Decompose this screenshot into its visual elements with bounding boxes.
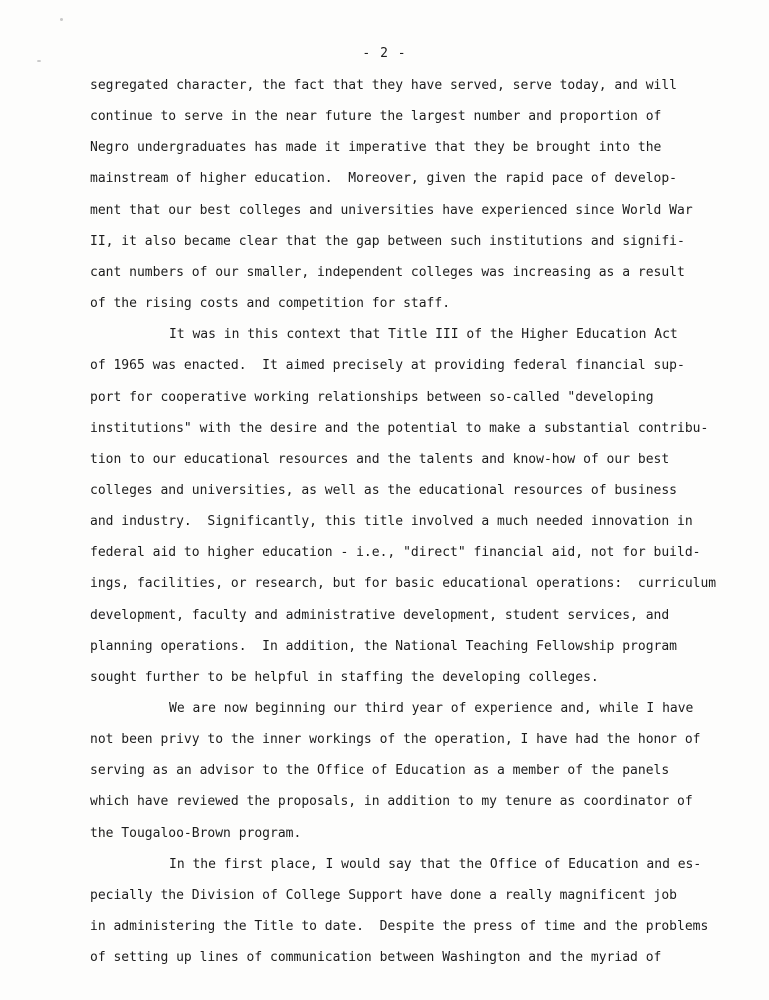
text-line: segregated character, the fact that they have served, serve today, and will bbox=[90, 78, 677, 93]
page-number: - 2 - bbox=[362, 46, 407, 61]
text-line: II, it also became clear that the gap between such institutions and signifi- bbox=[90, 233, 685, 249]
text-line: In the first place, I would say that the Office of Education and es- bbox=[169, 856, 702, 872]
text-line: mainstream of higher education. Moreover, given the rapid pace of develop- bbox=[90, 171, 677, 187]
text-line: and industry. Significantly, this title involved a much needed innovation in bbox=[90, 514, 693, 530]
text-line: the Tougaloo-Brown program. bbox=[90, 825, 302, 841]
text-line: We are now beginning our third year of experience and, while I have bbox=[169, 701, 694, 716]
text-line: of setting up lines of communication between Washington and the myriad of bbox=[90, 950, 662, 966]
text-line: planning operations. In addition, the National Teaching Fellowship program bbox=[90, 638, 677, 654]
text-line: port for cooperative working relationships between so-called "developing bbox=[90, 389, 654, 405]
text-line: colleges and universities, as well as the educational resources of business bbox=[90, 482, 677, 498]
text-line: Negro undergraduates has made it imperative that they be brought into the bbox=[90, 140, 662, 156]
text-line: which have reviewed the proposals, in addition to my tenure as coordinator of bbox=[90, 794, 693, 810]
text-line: ings, facilities, or research, but for basic educational operations: curriculum bbox=[90, 576, 717, 592]
text-line: of the rising costs and competition for staff. bbox=[90, 296, 451, 312]
text-line: ment that our best colleges and universities have experienced since World War bbox=[90, 202, 693, 218]
text-line: tion to our educational resources and the talents and know-how of our best bbox=[90, 451, 670, 467]
text-line: pecially the Division of College Support have done a really magnificent job bbox=[90, 887, 677, 903]
text-line: not been privy to the inner workings of the operation, I have had the honor of bbox=[90, 732, 701, 748]
text-line: of 1965 was enacted. It aimed precisely at providing federal financial sup- bbox=[90, 358, 685, 374]
text-line: sought further to be helpful in staffing the developing colleges. bbox=[90, 669, 599, 685]
text-line: continue to serve in the near future the largest number and proportion of bbox=[90, 109, 662, 125]
text-line: federal aid to higher education - i.e., "direct" financial aid, not for build- bbox=[90, 545, 701, 561]
text-line: cant numbers of our smaller, independent colleges was increasing as a result bbox=[90, 264, 685, 280]
text-line: serving as an advisor to the Office of Education as a member of the panels bbox=[90, 763, 670, 779]
text-line: It was in this context that Title III of the Higher Education Act bbox=[169, 327, 678, 343]
paper-speck bbox=[60, 18, 63, 21]
text-line: in administering the Title to date. Despite the press of time and the problems bbox=[90, 919, 709, 935]
text-line: institutions" with the desire and the potential to make a substantial contribu- bbox=[90, 420, 709, 436]
text-line: development, faculty and administrative development, student services, and bbox=[90, 607, 670, 623]
